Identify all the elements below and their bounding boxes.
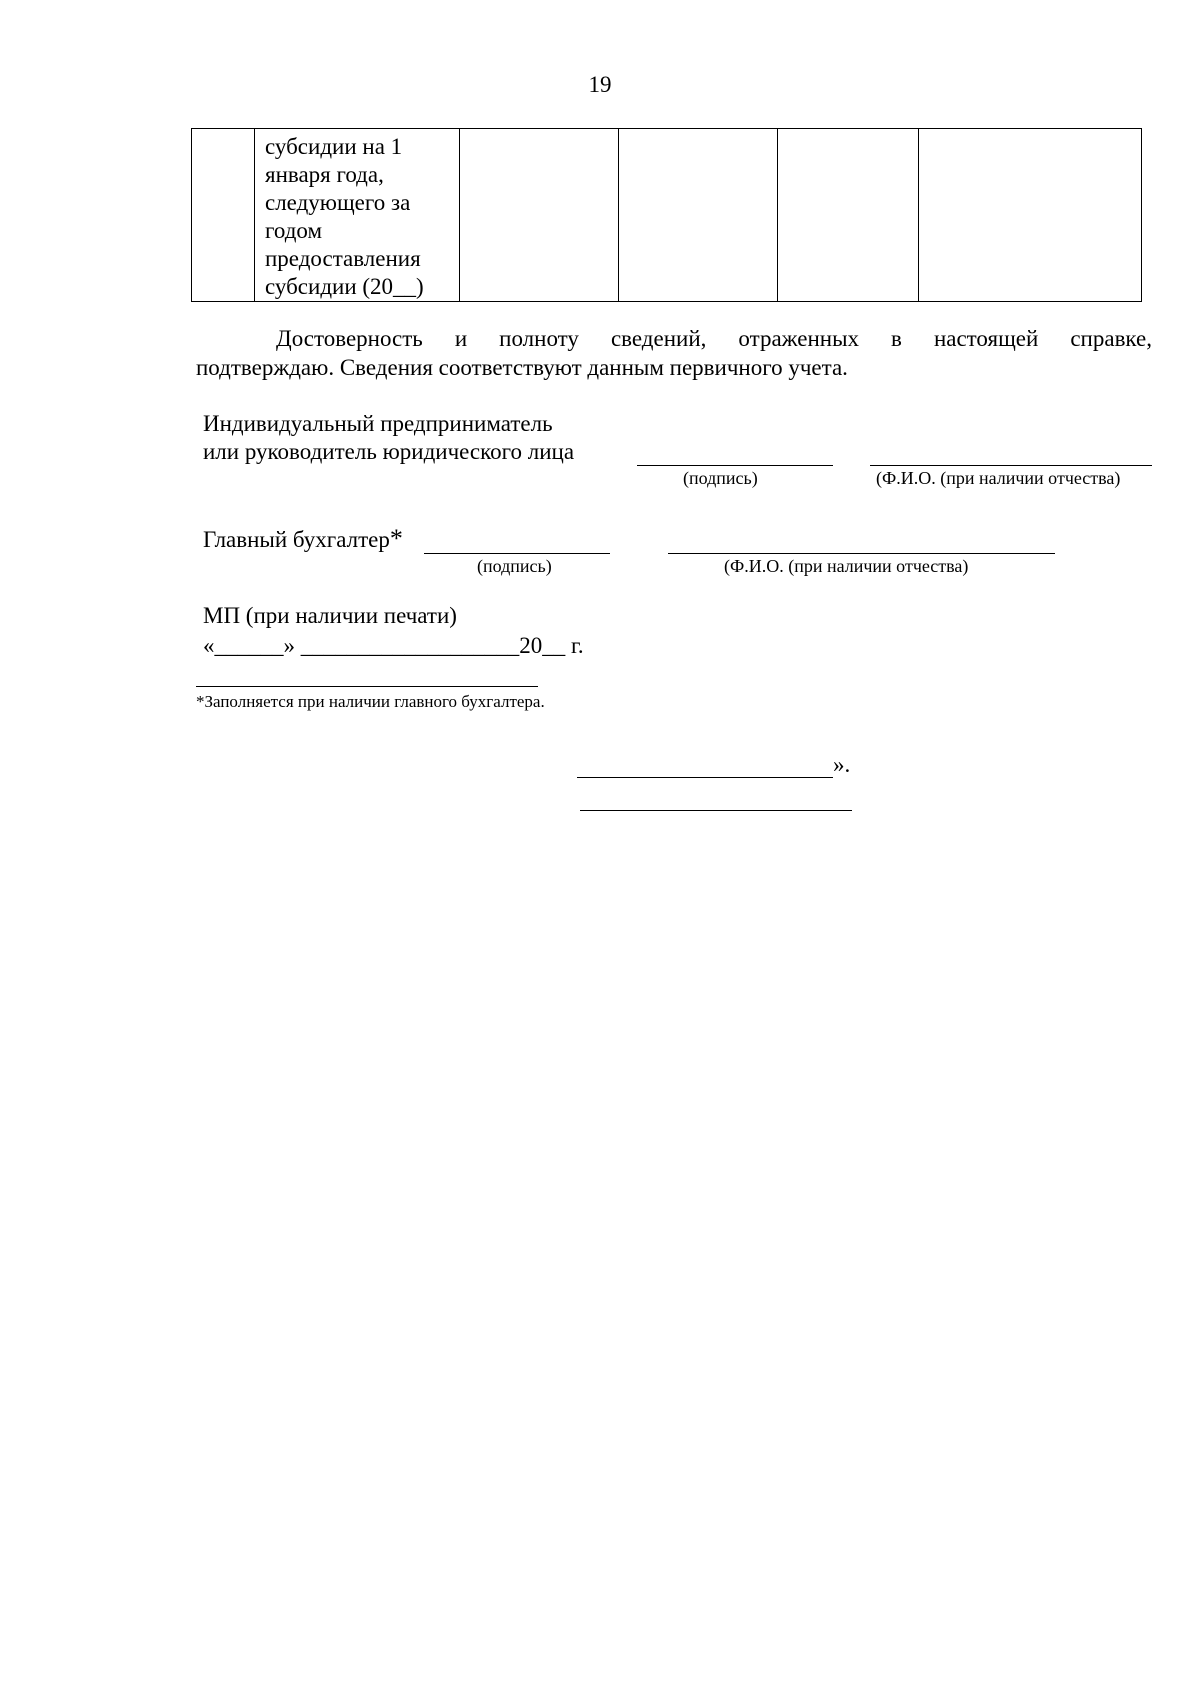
indicator-line: субсидии (20__) xyxy=(265,274,424,299)
indicator-line: годом xyxy=(265,218,323,243)
signatory-label-line-2: или руководитель юридического лица xyxy=(203,439,575,464)
signatory-signature-caption: (подпись) xyxy=(683,468,758,488)
table-cell-number xyxy=(192,129,255,302)
signatory-signature-line[interactable] xyxy=(637,465,833,466)
indicator-line: субсидии на 1 xyxy=(265,134,403,159)
closing-mark: ». xyxy=(833,752,851,777)
signatory-name-caption: (Ф.И.О. (при наличии отчества) xyxy=(876,468,1121,488)
chief-accountant-title: Главный бухгалтер xyxy=(203,527,390,552)
signatory-label-line-1: Индивидуальный предприниматель xyxy=(203,411,553,436)
page-number: 19 xyxy=(588,72,612,97)
footnote-separator xyxy=(196,686,538,687)
table-cell-indicator xyxy=(255,129,460,302)
chief-accountant-signature-line[interactable] xyxy=(424,553,610,554)
table-row xyxy=(192,129,1142,302)
date-line[interactable]: «______» ___________________20__ г. xyxy=(203,633,584,658)
confirmation-line-2: подтверждаю. Сведения соответствуют данным первичного учета. xyxy=(196,355,848,380)
indicator-line: января года, xyxy=(265,162,384,187)
chief-accountant-label xyxy=(203,525,403,554)
chief-accountant-signature-caption: (подпись) xyxy=(477,556,552,576)
indicator-line: следующего за xyxy=(265,190,411,215)
table-cell-empty xyxy=(460,129,619,302)
signatory-name-line[interactable] xyxy=(870,465,1152,466)
signatory-label xyxy=(203,410,574,466)
indicator-line: предоставления xyxy=(265,246,421,271)
table-cell-empty xyxy=(778,129,919,302)
stamp-label: МП (при наличии печати) xyxy=(203,603,457,628)
table-cell-empty xyxy=(919,129,1142,302)
asterisk-mark: * xyxy=(389,524,403,553)
indicator-text xyxy=(255,129,459,301)
chief-accountant-name-line[interactable] xyxy=(668,553,1055,554)
confirmation-paragraph xyxy=(196,324,1152,382)
chief-accountant-name-caption: (Ф.И.О. (при наличии отчества) xyxy=(724,556,969,576)
table-cell-empty xyxy=(619,129,778,302)
report-table xyxy=(191,128,1142,302)
closing-line-1 xyxy=(577,777,833,778)
footnote-text: *Заполняется при наличии главного бухгалтера. xyxy=(196,692,545,711)
closing-line-2 xyxy=(580,810,852,811)
confirmation-line-1: Достоверность и полноту сведений, отраженных в настоящей справке, xyxy=(276,326,1152,351)
